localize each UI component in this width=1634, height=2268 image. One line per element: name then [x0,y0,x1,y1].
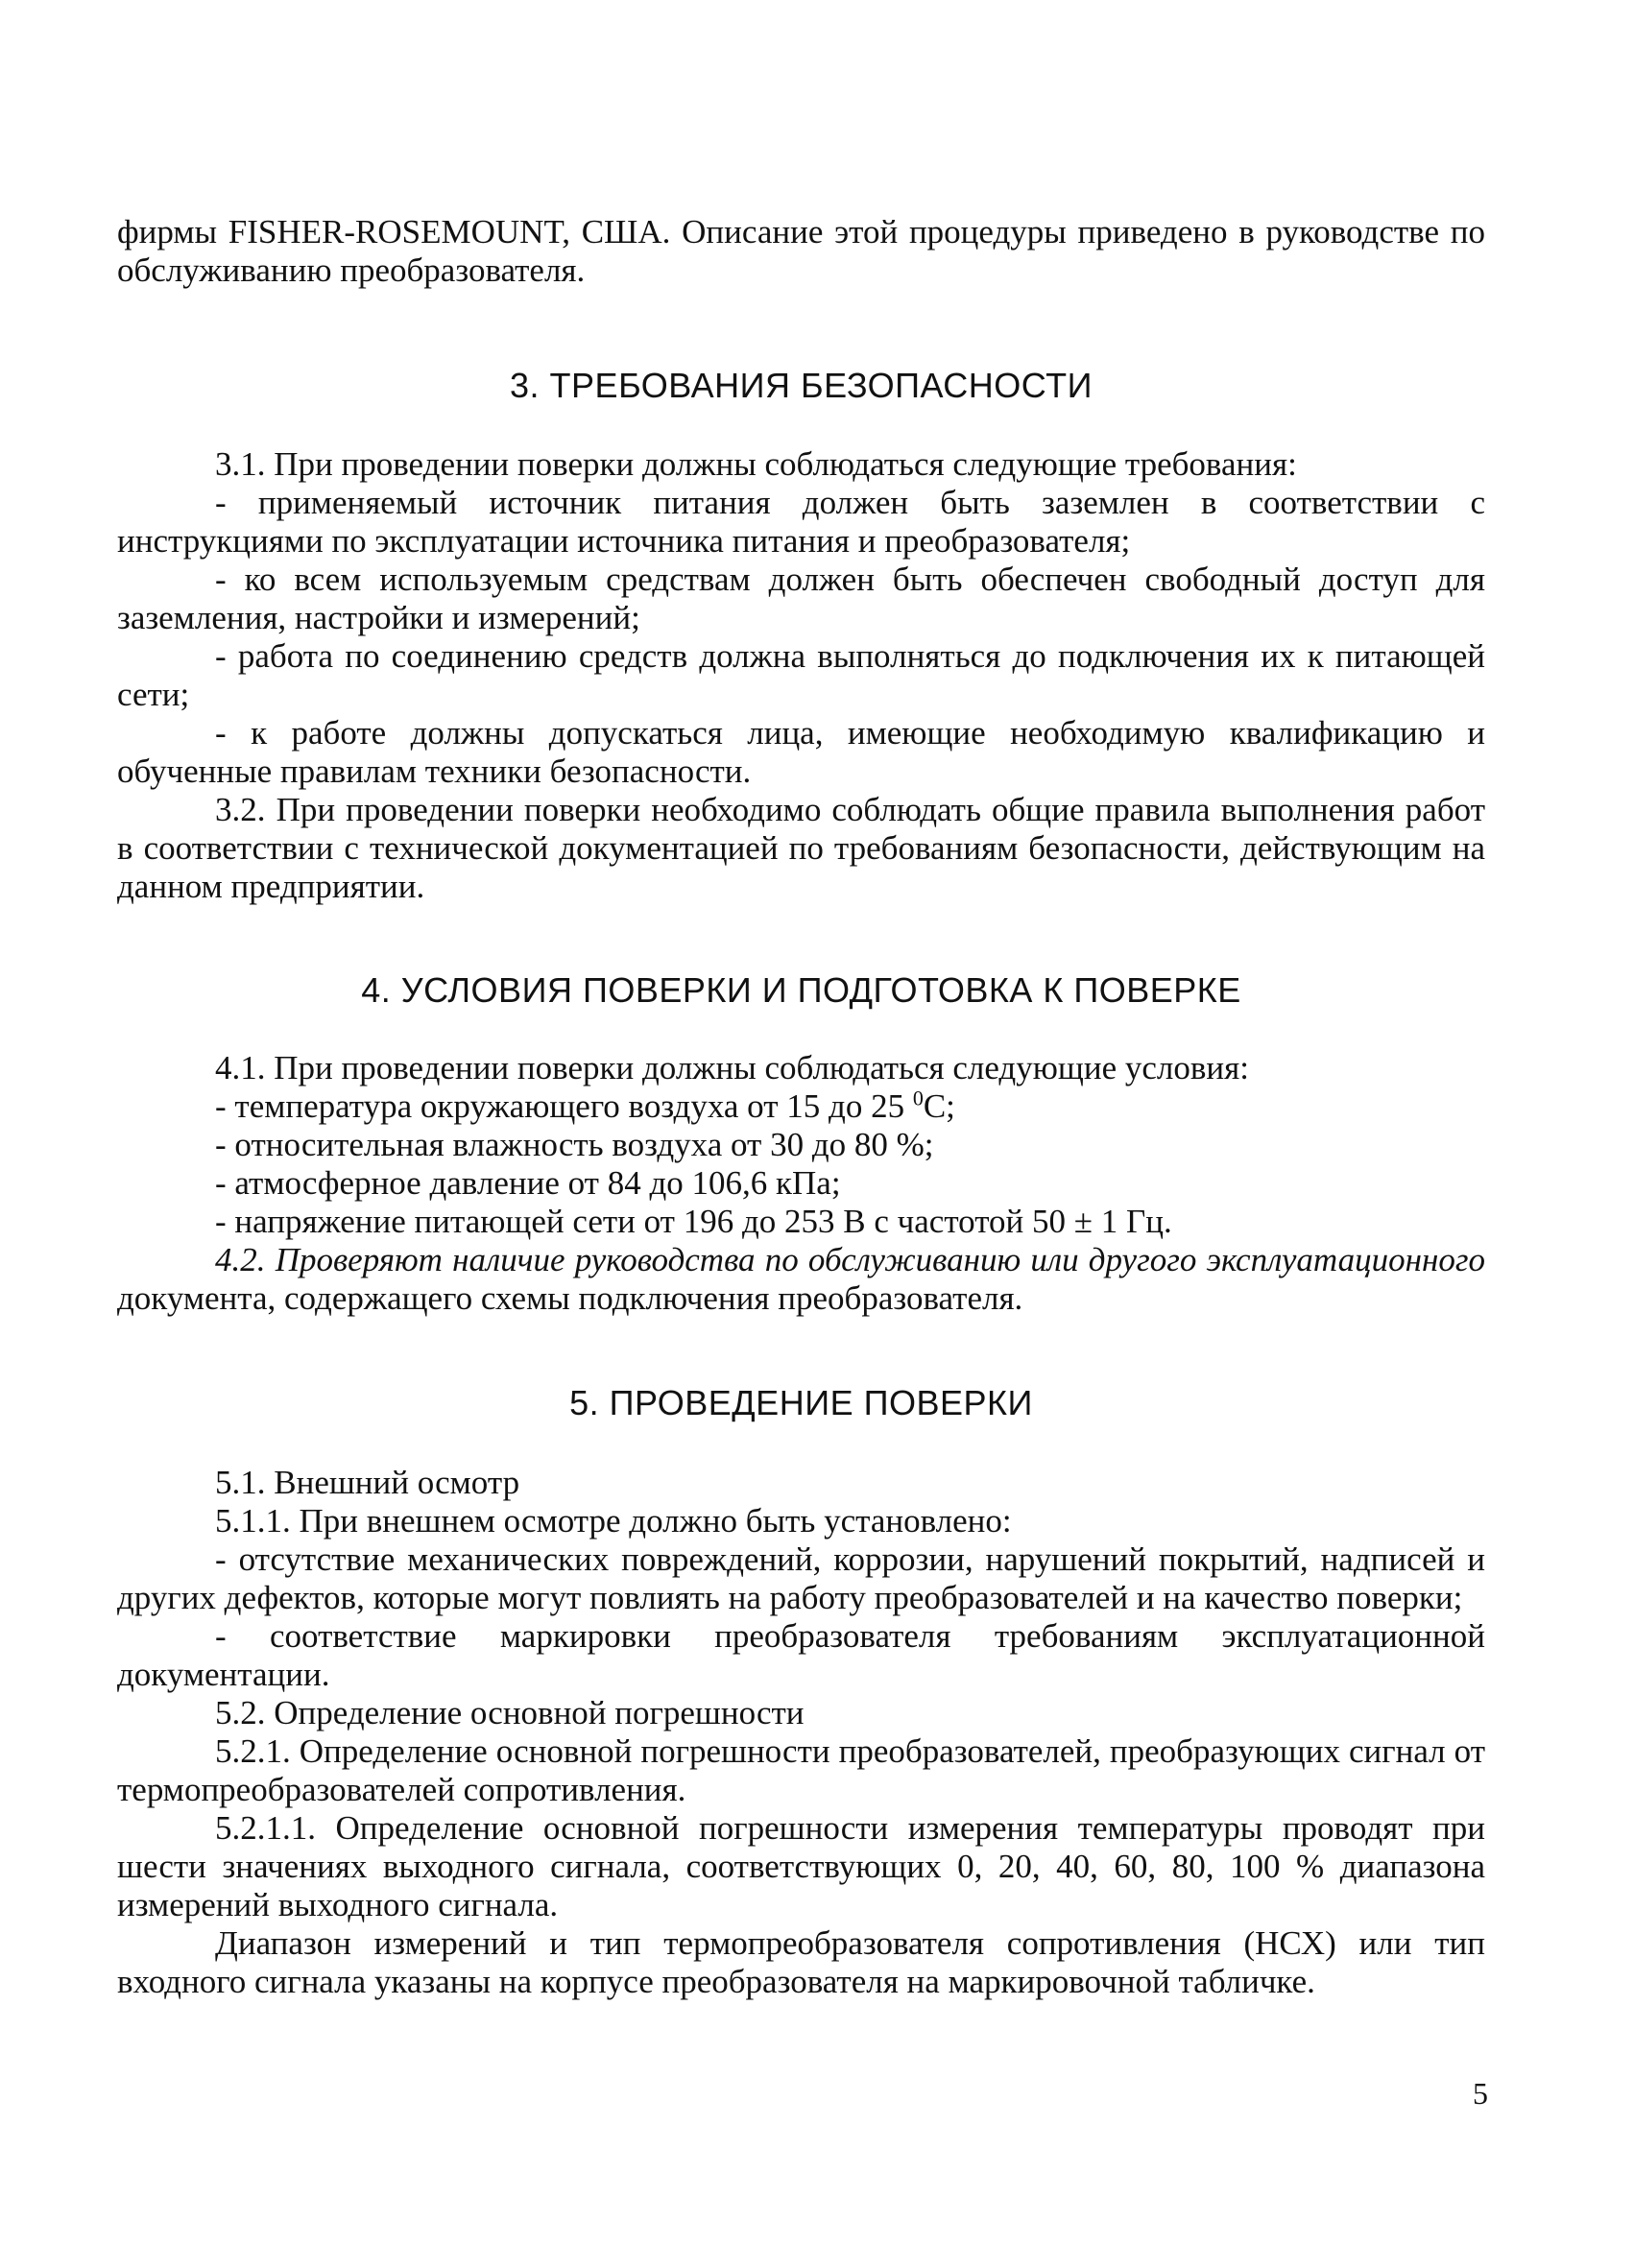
section-3-item-4: - к работе должны допускаться лица, имеющие необходимую квалификацию и обученные правилам техники безопасности. [117,714,1485,790]
section-5-body [117,1464,1485,2001]
intro-paragraph [117,213,1485,290]
section-5-1-1: 5.1.1. При внешнем осмотре должно быть установлено: [215,1502,1012,1540]
section-5-2-1-1: 5.2.1.1. Определение основной погрешности измерения температуры проводят при шести значениях выходного сигнала, соответствующих 0, 20, 40, 60, 80, 100 % диапазона измерений выходного сигнала. [117,1809,1485,1923]
section-5-item-defects: - отсутствие механических повреждений, коррозии, нарушений покрытий, надписей и других дефектов, которые могут повлиять на работу преобразователей и на качество поверки; [117,1540,1485,1616]
section-3-heading: 3. ТРЕБОВАНИЯ БЕЗОПАСНОСТИ [510,366,1093,405]
section-5-2-1: 5.2.1. Определение основной погрешности преобразователей, преобразующих сигнал от термопреобразователей сопротивления. [117,1732,1485,1808]
section-5-item-marking: - соответствие маркировки преобразователя требованиям эксплуатационной документации. [117,1617,1485,1693]
section-5-range-paragraph: Диапазон измерений и тип термопреобразователя сопротивления (НСХ) или тип входного сигнала указаны на корпусе преобразователя на маркировочной табличке. [117,1924,1485,2000]
temperature-prefix: - температура окружающего воздуха от 15 до 25 [215,1087,913,1125]
degree-superscript: 0 [912,1086,924,1110]
section-3-item-1: - применяемый источник питания должен быть заземлен в соответствии с инструкциями по эксплуатации источника питания и преобразователя; [117,484,1485,560]
section-4-item-humidity: - относительная влажность воздуха от 30 до 80 %; [215,1126,934,1163]
section-4-p1: 4.1. При проведении поверки должны соблюдаться следующие условия: [215,1049,1249,1086]
section-4-p2-italic: 4.2. Проверяют наличие руководства по обслуживанию или другого эксплуатационного [215,1241,1485,1278]
section-5-heading: 5. ПРОВЕДЕНИЕ ПОВЕРКИ [569,1383,1033,1422]
section-4-body [117,1049,1485,1318]
section-4-item-voltage: - напряжение питающей сети от 196 до 253 В с частотой 50 ± 1 Гц. [215,1203,1172,1240]
section-4-item-temperature [117,1087,1485,1126]
section-3-item-2: - ко всем используемым средствам должен быть обеспечен свободный доступ для заземления, настройки и измерений; [117,561,1485,636]
section-3-body [117,445,1485,906]
section-4-item-pressure: - атмосферное давление от 84 до 106,6 кПа; [215,1164,841,1202]
page-number: 5 [1473,2076,1488,2111]
section-5-2: 5.2. Определение основной погрешности [215,1694,805,1731]
section-5-1: 5.1. Внешний осмотр [215,1464,520,1501]
temperature-suffix: С; [923,1087,955,1125]
section-3-item-3: - работа по соединению средств должна выполняться до подключения их к питающей сети; [117,637,1485,713]
section-3-p1: 3.1. При проведении поверки должны соблюдаться следующие требования: [215,445,1297,483]
section-4-p2 [117,1241,1485,1318]
section-4-heading: 4. УСЛОВИЯ ПОВЕРКИ И ПОДГОТОВКА К ПОВЕРКЕ [361,970,1241,1010]
section-3-p2: 3.2. При проведении поверки необходимо соблюдать общие правила выполнения работ в соответствии с технической документацией по требованиям безопасности, действующим на данном предприятии. [117,791,1485,905]
intro-text: фирмы FISHER-ROSEMOUNT, США. Описание этой процедуры приведено в руководстве по обслуживанию преобразователя. [117,213,1485,289]
section-4-p2-rest: документа, содержащего схемы подключения преобразователя. [117,1279,1023,1317]
